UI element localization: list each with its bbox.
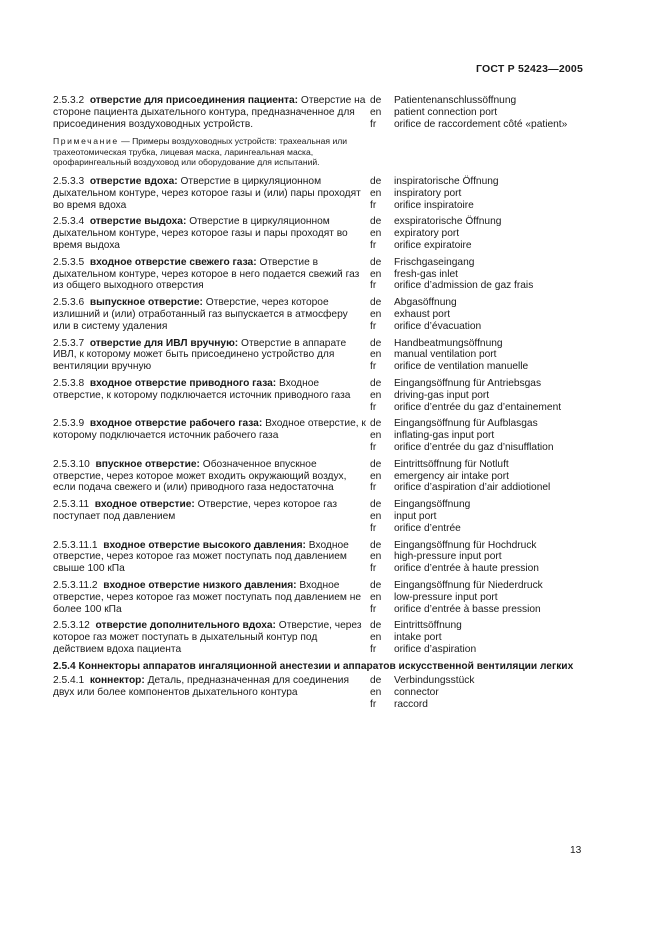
term-number: 2.5.3.11.1 [53,539,98,551]
lang-code: en [370,187,382,199]
lang-code: en [370,308,382,320]
translation-fr: orifice d’évacuation [394,320,482,332]
translation-en: exhaust port [394,308,451,320]
lang-code: de [370,539,382,551]
term-text: Отверстие в циркуляционном дыхательном контуре, через которое газы и (или) пары проходят во время вдоха [53,176,361,211]
term-number: 2.5.3.12 [53,620,90,632]
translation-fr: raccord [394,699,428,711]
translations [370,257,593,292]
lang-code: en [370,591,382,603]
term-text: Отверстие в дыхательном контуре, через которое в него подается свежий газ из общего выходного отверстия [53,256,360,292]
translation-en: emergency air intake port [394,470,509,482]
term-text: Отверстие в циркуляционном дыхательном контуре, через которое газы и пары проходят во время выдоха [53,216,348,251]
translations [370,499,593,534]
lang-code: de [370,620,382,632]
lang-code: de [370,297,382,309]
lang-code: en [370,228,382,240]
translation-fr: orifice d’entrée à haute pression [394,563,539,575]
translation-fr: orifice d’entrée du gaz d’entainement [394,401,562,413]
translation-de: exspiratorische Öffnung [394,216,502,228]
note [53,136,366,167]
term-number: 2.5.3.2 [53,95,85,106]
lang-code: de [370,256,382,268]
term-definition [53,459,370,494]
lang-code: de [370,579,382,591]
translation-de: Eingangsöffnung für Antriebsgas [394,377,542,389]
translation-en: inspiratory port [394,187,462,199]
translations [370,297,593,332]
translation-de: inspiratorische Öffnung [394,176,499,187]
document-body [53,95,593,716]
lang-code: en [370,632,382,644]
translation-de: Handbeatmungsöffnung [394,337,503,349]
term-text: Отверстие, через которое газ поступает под давлением [53,499,338,522]
term-number: 2.5.3.6 [53,297,85,309]
translations [370,540,593,575]
term-entry [53,338,593,373]
lang-code: fr [370,563,377,575]
term-name: отверстие выдоха: [89,216,187,228]
term-number: 2.5.4.1 [53,675,85,687]
section-heading [53,661,593,673]
lang-code: fr [370,603,377,615]
translation-de: Verbindungsstück [394,675,475,687]
term-text: Входное отверстие, через которое газ может поступать под давлением не более 100 кПа [53,579,362,615]
translations [370,216,593,251]
translations [370,580,593,615]
translation-fr: orifice expiratoire [394,239,472,251]
lang-code: fr [370,361,377,373]
section-title: Коннекторы аппаратов ингаляционной анестезии и аппаратов искусственной вентиляции легких [78,660,574,672]
term-number: 2.5.3.4 [53,216,85,228]
term-name: входное отверстие низкого давления: [103,579,297,591]
term-entry [53,675,593,710]
translation-en: connector [394,687,439,699]
term-name: впускное отверстие: [95,458,200,470]
translation-fr: orifice d’entrée du gaz d’nisufflation [394,441,554,453]
term-entry [53,459,593,494]
lang-code: fr [370,118,377,130]
term-name: входное отверстие рабочего газа: [89,418,263,430]
document-header: ГОСТ Р 52423—2005 [475,63,583,75]
lang-code: de [370,458,382,470]
lang-code: fr [370,699,377,711]
term-entry [53,540,593,575]
lang-code: fr [370,239,377,251]
translation-fr: orifice d’entrée [394,522,461,534]
translation-de: Patientenanschlussöffnung [394,95,517,106]
lang-code: fr [370,199,377,211]
lang-code: en [370,430,382,442]
lang-code: de [370,216,382,228]
term-definition [53,499,370,534]
translation-fr: orifice de ventilation manuelle [394,361,529,373]
term-definition [53,540,370,575]
term-definition [53,418,370,453]
lang-code: fr [370,643,377,655]
section-number: 2.5.4 [53,660,76,672]
term-number: 2.5.3.11 [53,499,90,511]
lang-code: en [370,510,382,522]
translations [370,378,593,413]
lang-code: fr [370,280,377,292]
term-number: 2.5.3.10 [53,458,90,470]
term-entry [53,297,593,332]
translation-fr: orifice d’aspiration [394,643,477,655]
term-name: входное отверстие высокого давления: [103,539,306,551]
term-text: Обозначенное впускное отверстие, через которое может входить окружающий воздух, если подача свежего и (или) приводного газа недостаточна [53,458,347,494]
term-definition [53,580,370,615]
translation-de: Eingangsöffnung für Niederdruck [394,579,543,591]
term-entry [53,418,593,453]
lang-code: en [370,551,382,563]
note-text: — Примеры воздуховодных устройств: трахеальная или трахеотомическая трубка, лицевая маска, ларингеальная маска, орофарингеальный воздуховод или оборудование для испытаний. [53,136,348,167]
translation-en: driving-gas input port [394,389,490,401]
translation-de: Eintrittsöffnung für Notluft [394,458,509,470]
lang-code: en [370,470,382,482]
term-text: Деталь, предназначенная для соединения двух или более компонентов дыхательного контура [53,675,350,699]
term-text: Отверстие на стороне пациента дыхательного контура, предназначенное для присоединения воздуховодных устройств. [53,95,366,130]
term-definition [53,338,370,373]
term-text: Отверстие, через которое излишний и (или) отработанный газ выпускается в атмосферу или в систему удаления [53,297,348,332]
translation-fr: orifice d’admission de gaz frais [394,280,534,292]
term-name: отверстие для присоединения пациента: [89,95,299,106]
term-name: входное отверстие приводного газа: [89,377,277,389]
translation-fr: orifice d’entrée à basse pression [394,603,541,615]
translation-de: Eingangsöffnung für Aufblasgas [394,418,538,430]
lang-code: en [370,389,382,401]
translation-en: inflating-gas input port [394,430,495,442]
translation-en: input port [394,510,437,522]
note-label: Примечание [53,136,119,147]
lang-code: de [370,337,382,349]
lang-code: fr [370,320,377,332]
term-name: отверстие дополнительного вдоха: [95,620,276,632]
translation-en: intake port [394,632,442,644]
translation-en: high-pressure input port [394,551,502,563]
term-name: коннектор: [89,675,145,687]
term-definition [53,675,370,710]
translation-de: Frischgaseingang [394,256,475,268]
term-entry [53,580,593,615]
translation-fr: orifice de raccordement côté «patient» [394,118,568,130]
translations [370,95,593,130]
translation-de: Eintrittsöffnung [394,620,462,632]
lang-code: de [370,499,382,511]
term-entry [53,378,593,413]
term-text: Отверстие, через которое газ может поступать в дыхательный контур под действием вдоха пациента [53,620,362,655]
term-definition [53,378,370,413]
lang-code: de [370,95,382,106]
translations [370,418,593,453]
translation-fr: orifice d’aspiration d’air addiotionel [394,482,551,494]
lang-code: en [370,349,382,361]
translation-de: Eingangsöffnung [394,499,471,511]
translation-de: Eingangsöffnung für Hochdruck [394,539,537,551]
translations [370,459,593,494]
term-number: 2.5.3.8 [53,377,85,389]
term-text: Входное отверстие, через которое газ может поступать под давлением свыше 100 кПа [53,539,349,575]
lang-code: en [370,268,382,280]
term-definition [53,176,370,211]
translation-en: manual ventilation port [394,349,497,361]
term-entry [53,499,593,534]
lang-code: de [370,377,382,389]
term-text: Входное отверстие, к которому подключается источник приводного газа [53,377,351,401]
translations [370,675,593,710]
term-definition [53,95,370,130]
term-entry [53,216,593,251]
term-name: входное отверстие: [94,499,195,511]
lang-code: fr [370,441,377,453]
lang-code: en [370,106,382,118]
term-number: 2.5.3.3 [53,176,85,187]
term-definition [53,216,370,251]
lang-code: de [370,176,382,187]
term-text: Отверстие в аппарате ИВЛ, к которому может быть присоединено устройство для вентиляции вручную [53,337,347,373]
translations [370,176,593,211]
translation-en: expiratory port [394,228,460,240]
term-entry [53,620,593,655]
page-number: 13 [570,845,582,856]
term-definition [53,257,370,292]
term-entry [53,176,593,211]
term-definition [53,297,370,332]
term-name: входное отверстие свежего газа: [89,256,257,268]
lang-code: de [370,675,382,687]
term-entry [53,95,593,130]
lang-code: fr [370,522,377,534]
term-name: отверстие для ИВЛ вручную: [89,337,239,349]
translations [370,338,593,373]
term-name: выпускное отверстие: [89,297,203,309]
lang-code: en [370,687,382,699]
term-number: 2.5.3.5 [53,256,85,268]
term-definition [53,620,370,655]
lang-code: fr [370,482,377,494]
translation-de: Abgasöffnung [394,297,457,309]
translations [370,620,593,655]
term-number: 2.5.3.9 [53,418,85,430]
lang-code: fr [370,401,377,413]
translation-en: fresh-gas inlet [394,268,458,280]
translation-en: low-pressure input port [394,591,498,603]
term-number: 2.5.3.7 [53,337,85,349]
lang-code: de [370,418,382,430]
term-number: 2.5.3.11.2 [53,579,98,591]
translation-en: patient connection port [394,106,498,118]
term-entry [53,257,593,292]
translation-fr: orifice inspiratoire [394,199,474,211]
term-name: отверстие вдоха: [89,176,178,187]
term-text: Входное отверстие, к которому подключается источник рабочего газа [53,418,366,442]
